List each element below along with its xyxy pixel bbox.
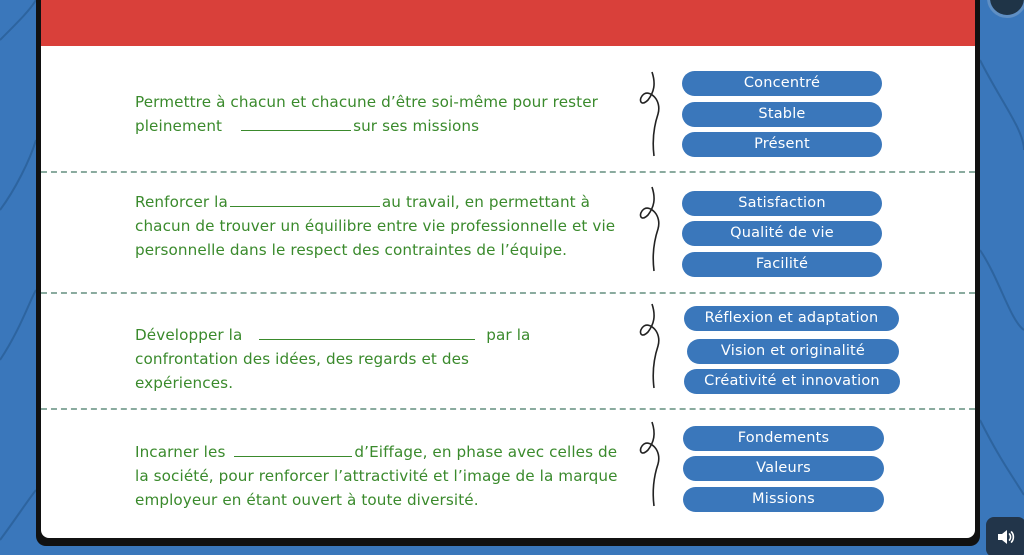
question-text xyxy=(135,90,635,138)
question-text-part2: par la confrontation des idées, des regards et des expériences. xyxy=(135,326,531,392)
answer-blank[interactable] xyxy=(259,323,475,340)
option-reflexion-et-adaptation[interactable]: Réflexion et adaptation xyxy=(684,306,899,331)
question-text-part1: Permettre à chacun et chacune d’être soi-même pour rester pleinement xyxy=(135,93,598,135)
question-text-part2: sur ses missions xyxy=(353,117,480,135)
row-divider xyxy=(41,408,975,410)
question-text-part1: Renforcer la xyxy=(135,193,228,211)
question-text-part2: au travail, en permettant à chacun de trouver un équilibre entre vie professionnelle et vie personnelle dans le respect des contraintes de l’équipe. xyxy=(135,193,616,259)
quiz-card xyxy=(41,0,975,538)
header-banner xyxy=(41,0,975,46)
option-satisfaction[interactable]: Satisfaction xyxy=(682,191,882,216)
option-fondements[interactable]: Fondements xyxy=(683,426,884,451)
curly-brace-icon xyxy=(638,420,672,510)
curly-brace-icon xyxy=(638,302,672,392)
option-vision-et-originalite[interactable]: Vision et originalité xyxy=(687,339,899,364)
speaker-icon xyxy=(997,529,1015,545)
question-text-part2: d’Eiffage, en phase avec celles de la société, pour renforcer l’attractivité et l’image de la marque employeur en étant ouvert à toute diversité. xyxy=(135,443,618,509)
option-stable[interactable]: Stable xyxy=(682,102,882,127)
answer-blank[interactable] xyxy=(241,114,351,131)
option-missions[interactable]: Missions xyxy=(683,487,884,512)
answer-blank[interactable] xyxy=(234,440,352,457)
row-divider xyxy=(41,292,975,294)
question-text xyxy=(135,440,635,512)
option-qualite-de-vie[interactable]: Qualité de vie xyxy=(682,221,882,246)
curly-brace-icon xyxy=(638,185,672,275)
curly-brace-icon xyxy=(638,70,672,160)
option-facilite[interactable]: Facilité xyxy=(682,252,882,277)
option-concentre[interactable]: Concentré xyxy=(682,71,882,96)
question-text-part1: Développer la xyxy=(135,326,243,344)
option-present[interactable]: Présent xyxy=(682,132,882,157)
answer-blank[interactable] xyxy=(230,190,380,207)
sound-button[interactable] xyxy=(986,517,1024,555)
option-valeurs[interactable]: Valeurs xyxy=(683,456,884,481)
row-divider xyxy=(41,171,975,173)
question-text xyxy=(135,323,555,395)
option-creativite-et-innovation[interactable]: Créativité et innovation xyxy=(684,369,900,394)
question-text-part1: Incarner les xyxy=(135,443,226,461)
question-text xyxy=(135,190,620,262)
